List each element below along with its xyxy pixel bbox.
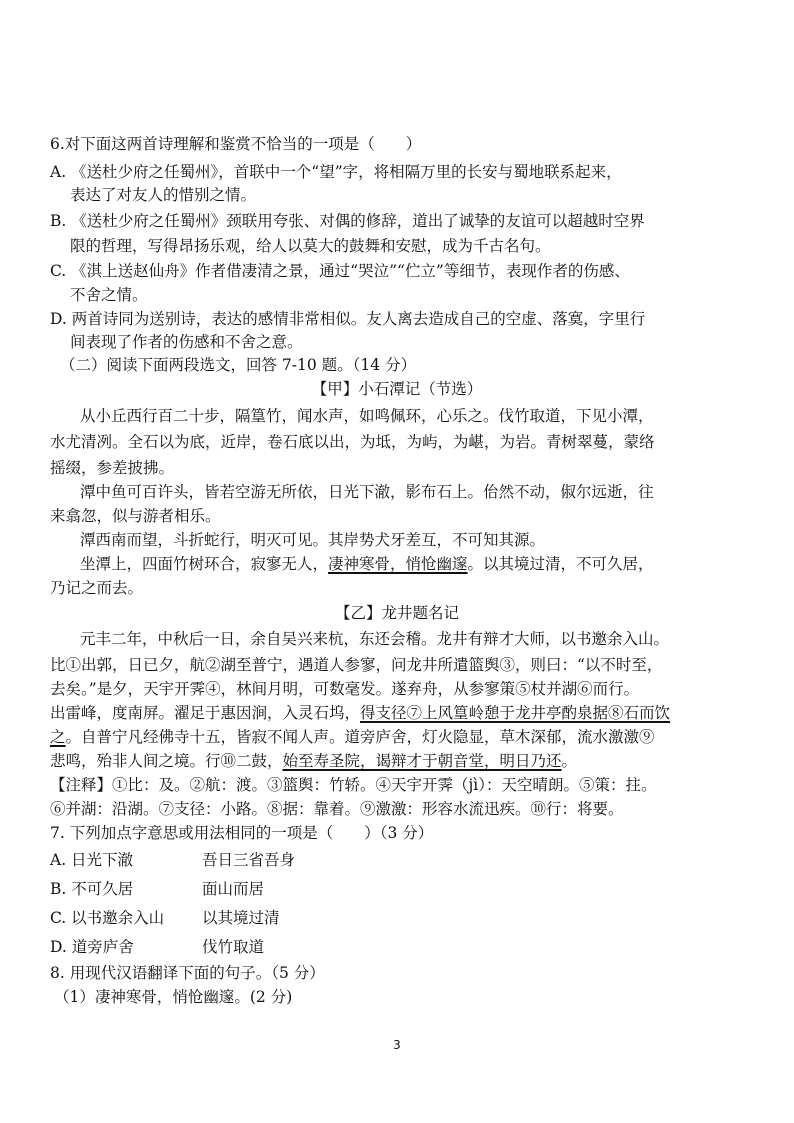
q7-option-a xyxy=(50,849,295,871)
jia-p4-text-before: 坐潭上，四面竹树环合，寂寥无人， xyxy=(80,555,329,573)
yi-line4-text: 出雷峰，度南屏。濯足于惠因涧，入灵石坞， xyxy=(50,704,361,722)
jia-p1-line3: 摇缀，参差披拂。 xyxy=(50,459,175,477)
q6-stem: 6.对下面这两首诗理解和鉴赏不恰当的一项是（ ） xyxy=(50,135,422,153)
yi-line3: 去矣。”是夕，天宇开霁④，林间月明，可数毫发。遂弃舟，从参寥策⑤杖并湖⑥而行。 xyxy=(50,680,640,698)
q7-option-b xyxy=(50,878,264,900)
jia-p2-line1: 潭中鱼可百许头，皆若空游无所依，日光下澈，影布石上。佁然不动，俶尔远逝，往 xyxy=(80,483,654,501)
q7-stem: 7. 下列加点字意思或用法相同的一项是（ ）（3 分） xyxy=(50,824,434,842)
q6-option-a-line2: 表达了对友人的惜别之情。 xyxy=(70,186,257,204)
yi-line1: 元丰二年，中秋后一日，余自吴兴来杭，东还会稽。龙井有辩才大师，以书邀余入山。 xyxy=(80,630,670,648)
passage-jia-title: 【甲】小石潭记（节选） xyxy=(311,380,483,398)
q6-option-d-line2: 间表现了作者的伤感和不舍之意。 xyxy=(70,333,303,351)
passage-yi-title: 【乙】龙井题名记 xyxy=(334,604,459,622)
q7-option-d xyxy=(50,936,264,958)
q6-option-a-line1: A. 《送杜少府之任蜀州》，首联中一个“望”字，将相隔万里的长安与蜀地联系起来， xyxy=(50,163,622,181)
q7-d-right: 伐竹取道 xyxy=(202,938,265,956)
jia-p4-underlined: 凄神寒骨，悄怆幽邃 xyxy=(328,555,468,573)
q6-option-c-line1: C. 《淇上送赵仙舟》作者借凄清之景，通过“哭泣”“伫立”等细节，表现作者的伤感、 xyxy=(50,262,630,280)
yi-line6-text-after: 。 xyxy=(561,752,578,770)
yi-line6 xyxy=(50,750,577,772)
q6-option-b-line1: B. 《送杜少府之任蜀州》颈联用夸张、对偶的修辞，道出了诚挚的友谊可以超越时空界 xyxy=(50,212,645,230)
q6-option-c-line2: 不舍之情。 xyxy=(70,286,148,304)
jia-p2-line2: 来翕忽，似与游者相乐。 xyxy=(50,507,221,525)
q6-option-b-line2: 限的哲理，写得昂扬乐观，给人以莫大的鼓舞和安慰，成为千古名句。 xyxy=(70,237,551,255)
yi-line4-underlined: 得支径⑦上风篁岭憩于龙井亭酌泉据⑧石而饮 xyxy=(360,704,671,722)
q7-c-right: 以其境过清 xyxy=(202,909,280,927)
q7-option-c xyxy=(50,907,280,929)
jia-p1-line2: 水尤清冽。全石以为底，近岸，卷石底以出，为坻，为屿，为嵁，为岩。青树翠蔓，蒙络 xyxy=(50,433,655,451)
q8-stem: 8. 用现代汉语翻译下面的句子。（5 分） xyxy=(50,964,325,982)
q8-sentence-1: （1）凄神寒骨，悄怆幽邃。(2 分) xyxy=(54,988,293,1006)
q7-b-right: 面山而居 xyxy=(202,880,265,898)
q7-a-right: 吾日三省吾身 xyxy=(202,851,296,869)
q7-d-left: D. 道旁庐舍 xyxy=(50,938,134,956)
yi-line5-underlined: 之 xyxy=(50,728,66,746)
jia-p4-text-after: 。以其境过清，不可久居， xyxy=(467,555,654,573)
notes-line2: ⑥并湖：沿湖。⑦支径：小路。⑧据：靠着。⑨激激：形容水流迅疾。⑩行：将要。 xyxy=(50,800,624,818)
yi-line5 xyxy=(50,726,655,748)
jia-p3: 潭西南而望，斗折蛇行，明灭可见。其岸势犬牙差互，不可知其源。 xyxy=(80,531,546,549)
jia-p4-line2: 乃记之而去。 xyxy=(50,579,144,597)
yi-line6-text-before: 悲鸣，殆非人间之境。行⑩二鼓， xyxy=(50,752,283,770)
q7-a-left: A. 日光下澈 xyxy=(50,851,134,869)
notes-line1: 【注释】①比：及。②航：渡。③篮舆：竹轿。④天宇开霁（jì）：天空晴朗。⑤策：拄。 xyxy=(50,776,657,794)
yi-line5-text: 。自普宁凡经佛寺十五，皆寂不闻人声。道旁庐舍，灯火隐显，草木深郁，流水激激⑨ xyxy=(65,728,655,746)
jia-p4-line1 xyxy=(80,553,654,575)
yi-line2: 比①出郭，日已夕，航②湖至普宁，遇道人参寥，问龙井所遣篮舆③，则曰：“以不时至， xyxy=(50,656,663,674)
q6-option-d-line1: D. 两首诗同为送别诗，表达的感情非常相似。友人离去造成自己的空虚、落寞，字里行 xyxy=(50,310,646,328)
page-number: 3 xyxy=(393,1038,401,1052)
yi-line4 xyxy=(50,702,670,724)
yi-line6-underlined: 始至寿圣院，谒辩才于朝音堂，明日乃还 xyxy=(282,752,562,770)
jia-p1-line1: 从小丘西行百二十步，隔篁竹，闻水声，如鸣佩环，心乐之。伐竹取道，下见小潭， xyxy=(80,407,654,425)
section-heading: （二）阅读下面两段选文，回答 7-10 题。（14 分） xyxy=(60,356,417,374)
q7-c-left: C. 以书邀余入山 xyxy=(50,909,165,927)
q7-b-left: B. 不可久居 xyxy=(50,880,134,898)
